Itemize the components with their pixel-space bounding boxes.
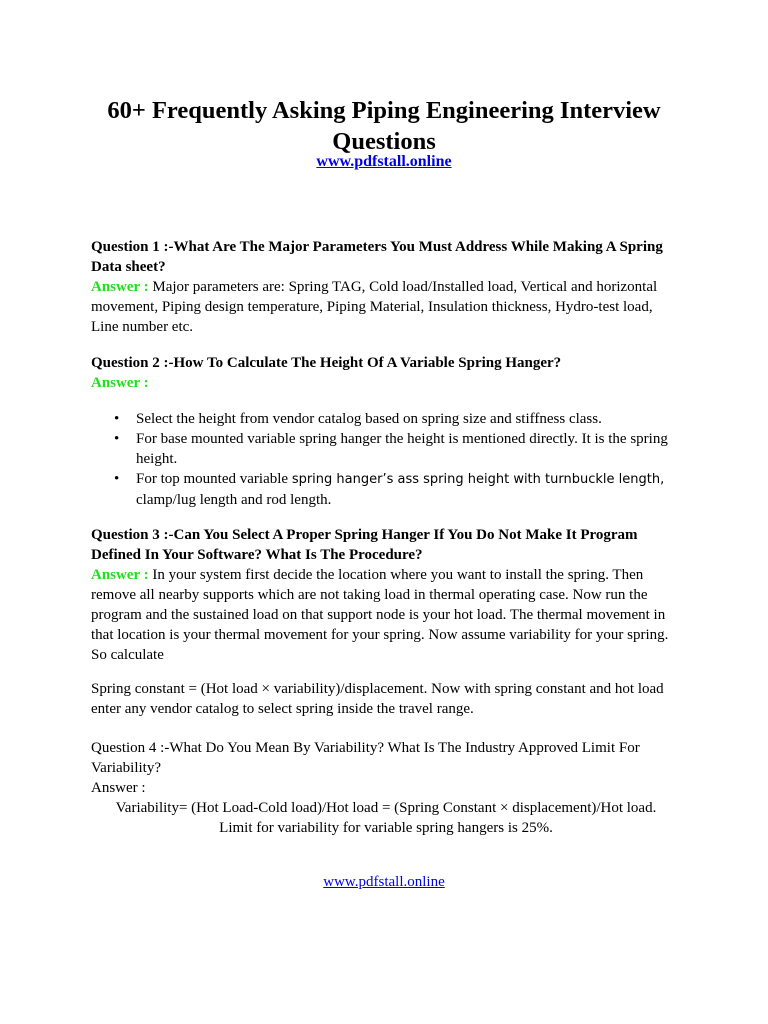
- site-link-bottom[interactable]: www.pdfstall.online: [323, 874, 445, 890]
- site-link-top[interactable]: www.pdfstall.online: [316, 153, 452, 170]
- answer-1: [91, 277, 681, 337]
- question-1-text: Question 1 :-What Are The Major Parameters You Must Address While Making A Spring Data sheet?: [91, 239, 663, 275]
- answer-1-text: Major parameters are: Spring TAG, Cold load/Installed load, Vertical and horizontal movement, Piping design temperature, Piping Material, Insulation thickness, Hydro-test load, Line number etc.: [91, 279, 658, 335]
- question-4-text: Question 4 :-What Do You Mean By Variability? What Is The Industry Approved Limit For Variability?: [91, 740, 640, 776]
- bullet-icon: •: [114, 431, 120, 447]
- answer-3-label: Answer :: [91, 567, 149, 583]
- variability-limit: Limit for variability for variable spring hangers is 25%.: [219, 820, 553, 836]
- question-3-block: [91, 525, 681, 665]
- page-title: 60+ Frequently Asking Piping Engineering Interview Questions: [107, 97, 661, 155]
- formula-paragraph: Spring constant = (Hot load × variability)/displacement. Now with spring constant and hot load enter any vendor catalog to select spring inside the travel range.: [91, 681, 664, 717]
- list-item: [91, 409, 691, 429]
- bullet-text: For base mounted variable spring hanger the height is mentioned directly. It is the spring height.: [136, 431, 668, 467]
- bullet-text-alt-font: spring hanger’s ass spring height with turnbuckle length,: [291, 472, 665, 487]
- question-2-block: [91, 353, 681, 393]
- bullet-text: Select the height from vendor catalog based on spring size and stiffness class.: [136, 411, 602, 427]
- list-item: [91, 469, 691, 510]
- answer-1-label: Answer :: [91, 279, 149, 295]
- bullet-icon: •: [114, 471, 120, 487]
- bullet-text: For top mounted variable: [136, 471, 292, 487]
- answer-3-text: In your system first decide the location where you want to install the spring. Then remove all nearby supports which are not taking load in thermal operating case. Now run the program and the sustained load on that support node is your hot load. The thermal movement in that location is your thermal movement for your spring. Now assume variability for your spring. So calculate: [91, 567, 669, 663]
- bullet-text: clamp/lug length and rod length.: [136, 492, 332, 508]
- question-1-block: [91, 237, 681, 337]
- answer-4-label: Answer :: [91, 780, 146, 796]
- answer-2-bullet-list: [91, 409, 691, 510]
- list-item: [91, 429, 691, 469]
- question-4-block: [91, 738, 681, 838]
- variability-formula: Variability= (Hot Load-Cold load)/Hot load = (Spring Constant × displacement)/Hot load.: [115, 800, 657, 816]
- question-3-text: Question 3 :-Can You Select A Proper Spring Hanger If You Do Not Make It Program Defined In Your Software? What Is The Procedure?: [91, 527, 638, 563]
- bullet-icon: •: [114, 411, 120, 427]
- answer-3: [91, 565, 681, 665]
- answer-2-label: Answer :: [91, 375, 149, 391]
- question-2-text: Question 2 :-How To Calculate The Height Of A Variable Spring Hanger?: [91, 355, 562, 371]
